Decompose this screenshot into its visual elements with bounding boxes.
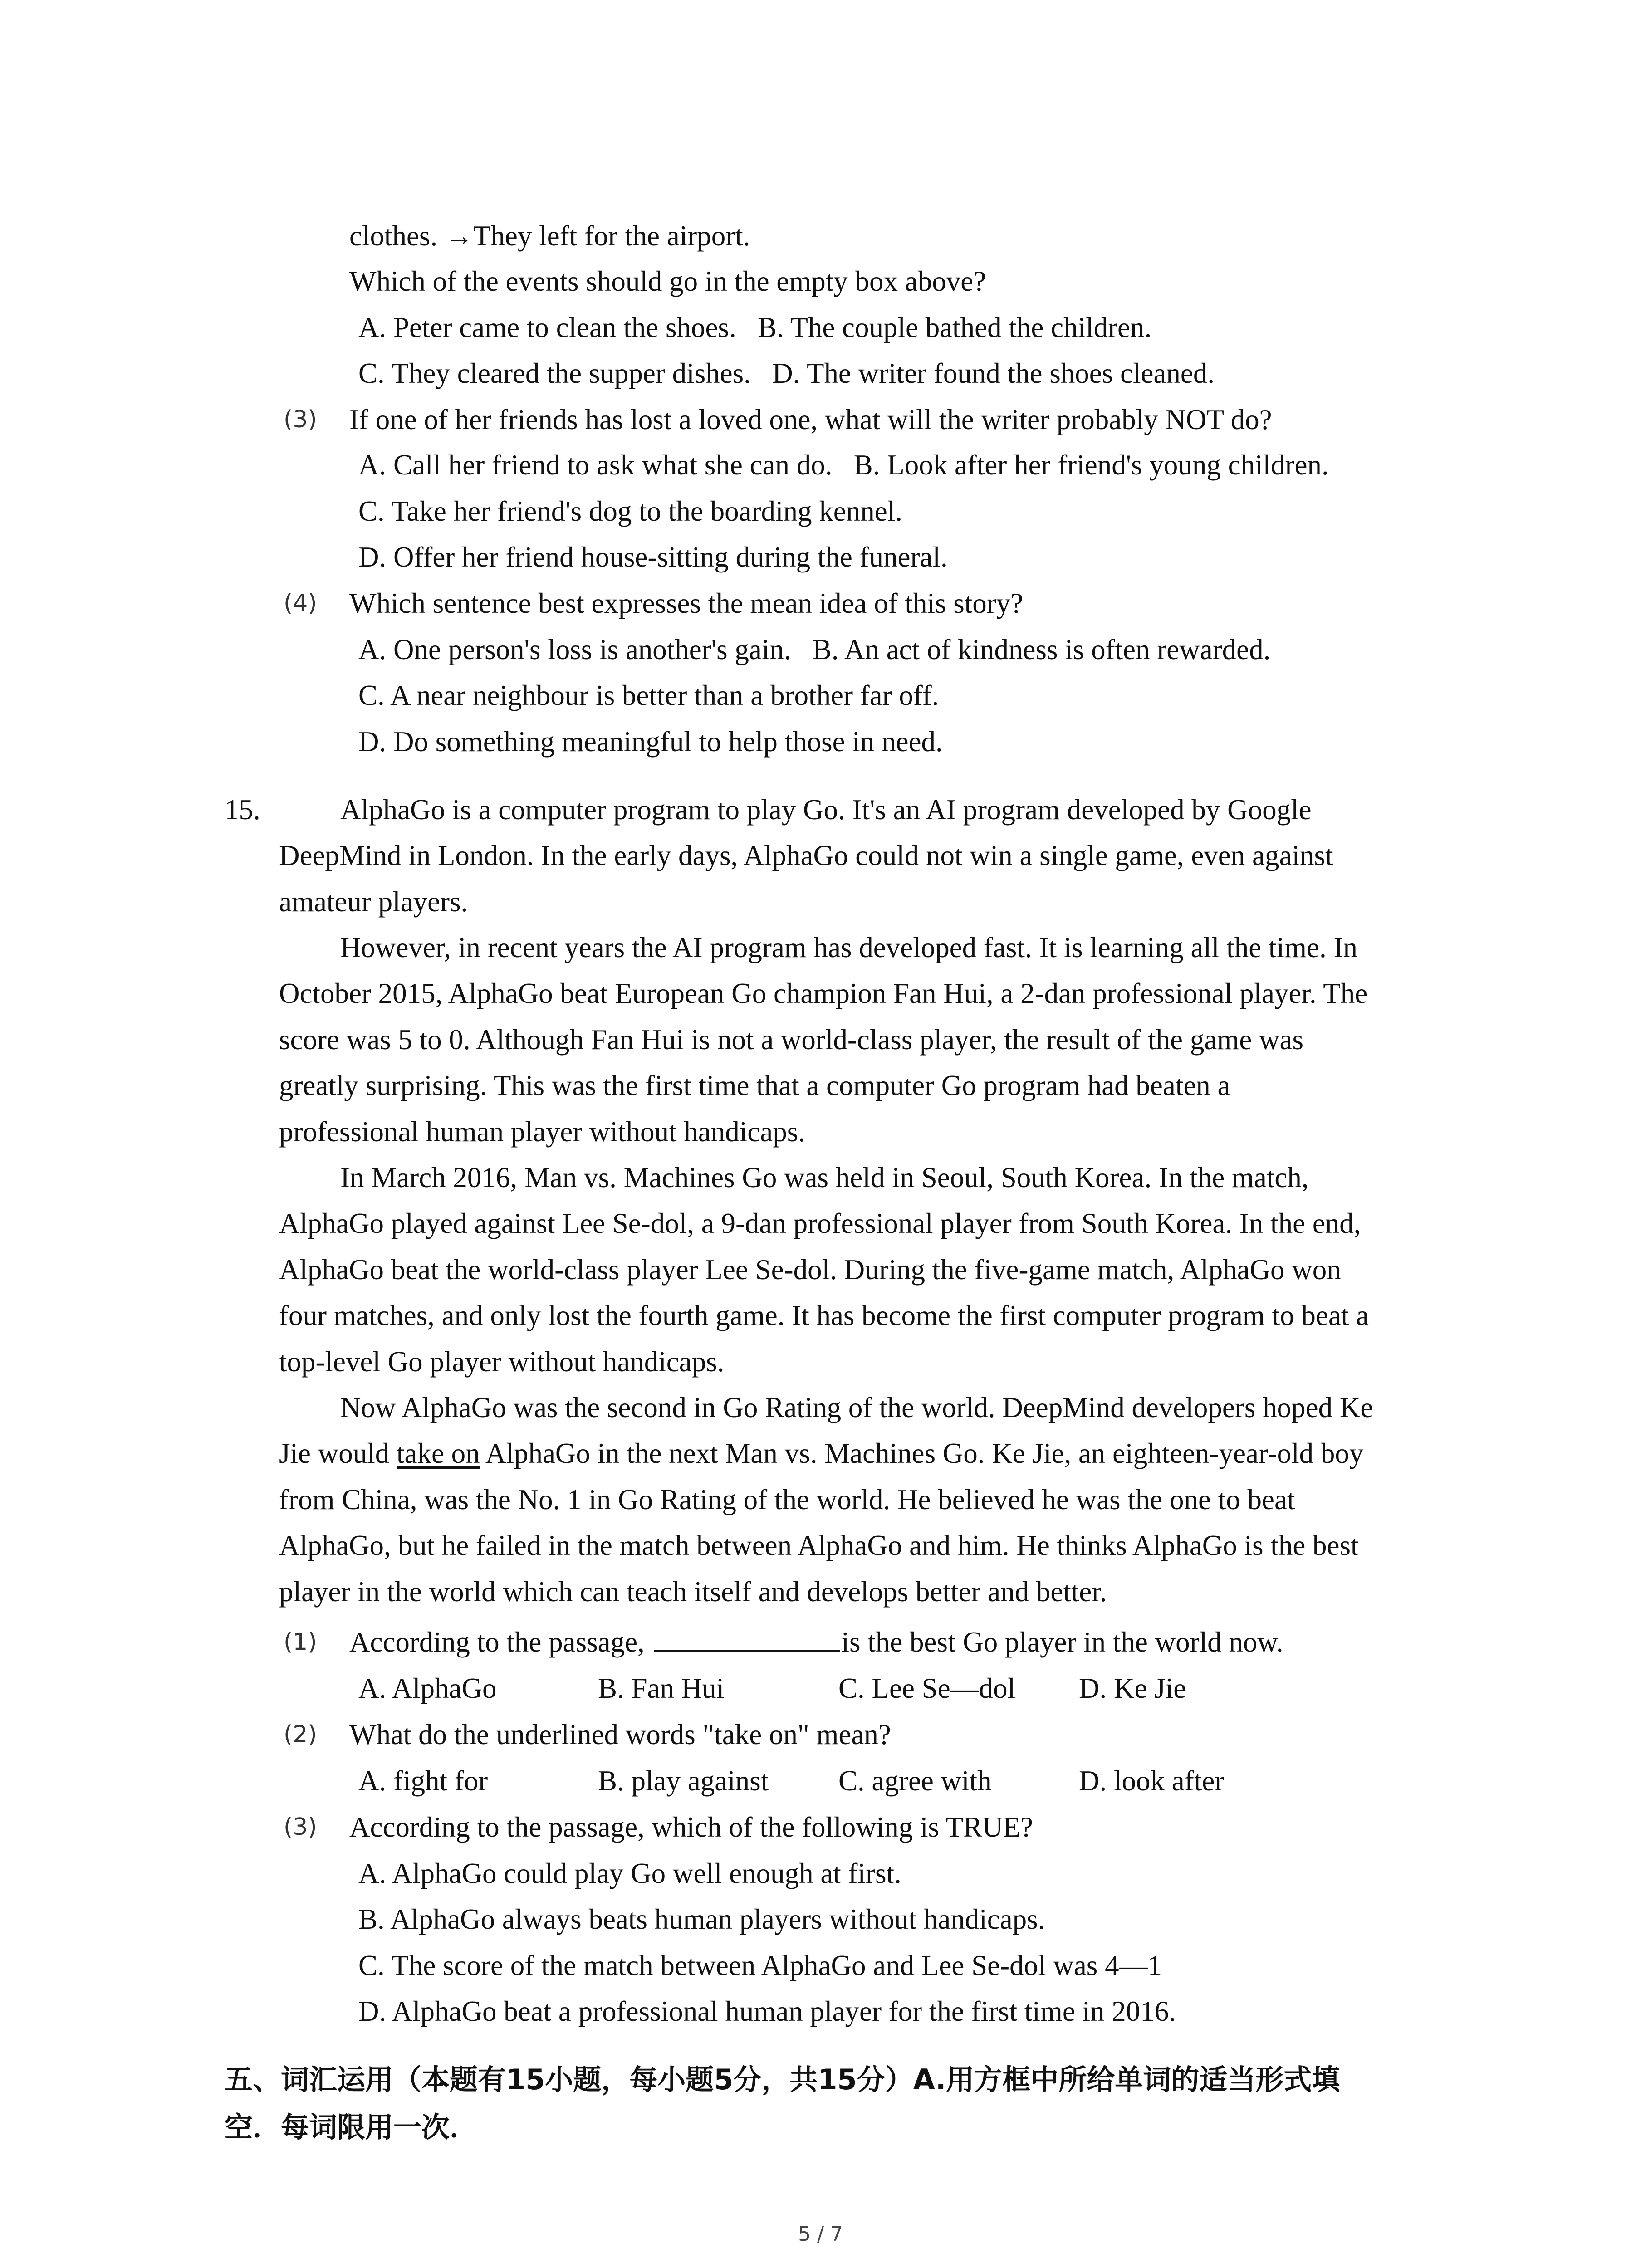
q15-p4-line: Now AlphaGo was the second in Go Rating of the world. DeepMind developers hoped Ke <box>340 1392 1373 1423</box>
q14-q3-option-a[interactable]: A. Call her friend to ask what she can do. <box>358 449 833 481</box>
q15-q1-option-c[interactable]: C. Lee Se—dol <box>838 1672 1016 1704</box>
q14-q3-option-d[interactable]: D. Offer her friend house-sitting during the funeral. <box>358 541 948 573</box>
q15-q1-text-post: is the best Go player in the world now. <box>841 1626 1283 1658</box>
q15-p1-line: AlphaGo is a computer program to play Go. It's an AI program developed by Google <box>340 794 1312 826</box>
page-number: 5 / 7 <box>798 2223 843 2246</box>
q14-flow-line: clothes. →They left for the airport. <box>349 220 750 252</box>
q15-q3-number: (3) <box>284 1813 317 1841</box>
q14-q3-option-b[interactable]: B. Look after her friend's young children. <box>853 449 1329 481</box>
q15-p2-line: greatly surprising. This was the first time that a computer Go program had beaten a <box>279 1070 1230 1101</box>
q15-q1-option-b[interactable]: B. Fan Hui <box>598 1672 725 1704</box>
q15-q1-number: (1) <box>284 1628 317 1656</box>
q14-q4-option-d[interactable]: D. Do something meaningful to help those in need. <box>358 726 943 758</box>
q14-q4-number: (4) <box>284 590 317 617</box>
q15-p1-line: DeepMind in London. In the early days, AlphaGo could not win a single game, even against <box>279 840 1333 871</box>
q15-p3-line: In March 2016, Man vs. Machines Go was held in Seoul, South Korea. In the match, <box>340 1162 1309 1193</box>
q14-q2-options-row2 <box>358 355 1215 391</box>
q15-q1-text-pre: According to the passage, <box>349 1626 652 1658</box>
section-heading-cont: 空．每词限用一次． <box>225 2111 478 2144</box>
q15-q3-text: According to the passage, which of the following is TRUE? <box>349 1811 1034 1843</box>
q14-q3-option-c[interactable]: C. Take her friend's dog to the boarding kennel. <box>358 495 902 527</box>
q15-q2-number: (2) <box>284 1721 317 1748</box>
q15-p2-line: score was 5 to 0. Although Fan Hui is not a world-class player, the result of the game was <box>279 1024 1304 1056</box>
q14-q2-text: Which of the events should go in the empty box above? <box>349 265 986 297</box>
q15-q1-option-d[interactable]: D. Ke Jie <box>1079 1672 1186 1704</box>
q15-q3-option-a[interactable]: A. AlphaGo could play Go well enough at first. <box>358 1857 901 1889</box>
q15-q2-text: What do the underlined words "take on" mean? <box>349 1719 891 1750</box>
q14-q4-option-c[interactable]: C. A near neighbour is better than a brother far off. <box>358 679 939 711</box>
q14-q4-option-a[interactable]: A. One person's loss is another's gain. <box>358 634 791 665</box>
q14-q2-option-a[interactable]: A. Peter came to clean the shoes. <box>358 312 736 343</box>
q15-p4-line: from China, was the No. 1 in Go Rating of the world. He believed he was the one to beat <box>279 1484 1295 1515</box>
q14-q2-option-b[interactable]: B. The couple bathed the children. <box>757 312 1152 343</box>
q15-p4-text: AlphaGo in the next Man vs. Machines Go. Ke Jie, an eighteen-year-old boy <box>480 1437 1364 1469</box>
q15-q3-option-b[interactable]: B. AlphaGo always beats human players without handicaps. <box>358 1903 1045 1935</box>
q14-q3-options-row1 <box>358 447 1329 483</box>
q15-p2-line: October 2015, AlphaGo beat European Go champion Fan Hui, a 2-dan professional player. The <box>279 978 1368 1009</box>
q14-q2-options-row1 <box>358 309 1151 346</box>
q15-number: 15. <box>225 794 260 826</box>
q14-q3-text: If one of her friends has lost a loved one, what will the writer probably NOT do? <box>349 404 1272 435</box>
q15-q3-option-c[interactable]: C. The score of the match between AlphaGo and Lee Se-dol was 4—1 <box>358 1950 1162 1981</box>
q14-q4-options-row1 <box>358 631 1270 668</box>
underlined-phrase: take on <box>396 1437 480 1469</box>
q15-p4-text: Jie would <box>279 1437 397 1469</box>
section-heading: 五、词汇运用（本题有15小题，每小题5分，共15分）A.用方框中所给单词的适当形式填 <box>225 2063 1340 2096</box>
q14-q2-option-d[interactable]: D. The writer found the shoes cleaned. <box>772 357 1215 389</box>
q15-q3-option-d[interactable]: D. AlphaGo beat a professional human player for the first time in 2016. <box>358 1995 1176 2027</box>
q15-p2-line: professional human player without handicaps. <box>279 1116 805 1148</box>
q15-q2-option-a[interactable]: A. fight for <box>358 1765 488 1797</box>
answer-blank[interactable] <box>654 1625 840 1652</box>
q15-p4-line: AlphaGo, but he failed in the match between AlphaGo and him. He thinks AlphaGo is the best <box>279 1530 1359 1561</box>
q15-q2-option-b[interactable]: B. play against <box>598 1765 769 1797</box>
q15-q2-option-d[interactable]: D. look after <box>1079 1765 1225 1797</box>
q15-p2-line: However, in recent years the AI program has developed fast. It is learning all the time. In <box>340 932 1357 963</box>
q15-p4-line <box>279 1435 1363 1471</box>
q15-q1-text <box>349 1624 1283 1660</box>
q15-p3-line: top-level Go player without handicaps. <box>279 1346 725 1378</box>
q14-q4-text: Which sentence best expresses the mean idea of this story? <box>349 587 1024 619</box>
q14-q4-option-b[interactable]: B. An act of kindness is often rewarded. <box>812 634 1271 665</box>
q15-p1-line: amateur players. <box>279 886 468 918</box>
q15-p3-line: AlphaGo beat the world-class player Lee Se-dol. During the five-game match, AlphaGo won <box>279 1254 1341 1286</box>
q15-p3-line: four matches, and only lost the fourth game. It has become the first computer program to beat a <box>279 1300 1369 1331</box>
q14-q2-option-c[interactable]: C. They cleared the supper dishes. <box>358 357 751 389</box>
q15-q1-option-a[interactable]: A. AlphaGo <box>358 1672 497 1704</box>
q15-p3-line: AlphaGo played against Lee Se-dol, a 9-dan professional player from South Korea. In the end, <box>279 1207 1361 1239</box>
q14-q3-number: (3) <box>284 406 317 433</box>
q15-q2-option-c[interactable]: C. agree with <box>838 1765 992 1797</box>
q15-p4-line: player in the world which can teach itself and develops better and better. <box>279 1576 1107 1608</box>
